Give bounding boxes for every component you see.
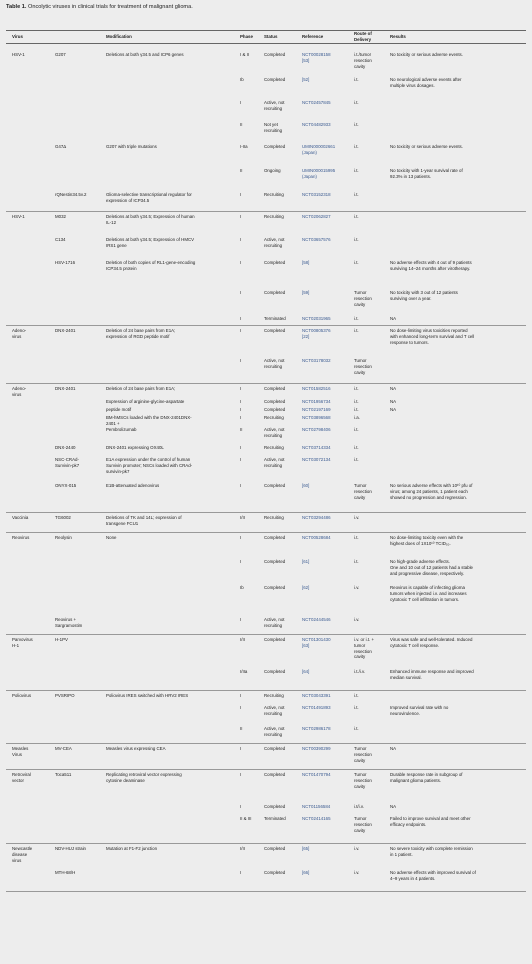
- cell-route: i.t.: [354, 328, 359, 333]
- cell-results: No toxicity or serious adverse events.: [390, 144, 463, 149]
- cell-route: i.v.: [354, 617, 360, 622]
- cell-reference: UMIN000015995 (Japan): [302, 168, 336, 179]
- cell-reference: NCT01956734: [302, 399, 331, 404]
- cell-status: Completed: [264, 637, 286, 642]
- cell-status: Completed: [264, 77, 286, 82]
- cell-modification: E1A expression under the control of human Survivin promoter; NSCs loaded with CRAd- survivin-pk7: [106, 457, 193, 474]
- cell-reference: NCT03896568: [302, 415, 331, 420]
- cell-status: Completed: [264, 870, 286, 875]
- cell-variant: G207: [55, 52, 66, 57]
- cell-variant: NDV-HUJ strain: [55, 846, 86, 851]
- cell-status: Recruiting: [264, 192, 284, 197]
- cell-status: Completed: [264, 144, 286, 149]
- cell-modification: DNX-2401 expressing OX40L: [106, 445, 164, 450]
- table-row: [6, 514, 526, 533]
- table-row: [6, 456, 526, 480]
- table-row: [6, 398, 526, 406]
- table-row: [6, 704, 526, 723]
- cell-phase: I: [240, 705, 242, 710]
- cell-status: Active, not recruiting: [264, 617, 285, 628]
- cell-modification: Deletions at both γ34.5; Expression of human IL-12: [106, 214, 195, 225]
- cell-reference: NCT00390299: [302, 746, 331, 751]
- cell-phase: Ib: [240, 77, 244, 82]
- cell-phase: I: [240, 237, 242, 242]
- cell-status: Active, not recruiting: [264, 358, 285, 369]
- cell-reference: NCT01470794: [302, 772, 331, 777]
- header-status: Status: [264, 34, 278, 39]
- cell-phase: I: [240, 328, 242, 333]
- caption-text: Oncolytic viruses in clinical trials for treatment of malignant glioma.: [27, 4, 193, 10]
- cell-virus: Retroviral vector: [12, 772, 31, 783]
- table-row: [6, 869, 526, 892]
- cell-variant: PVSRIPO: [55, 693, 75, 698]
- cell-reference: NCT03178032: [302, 358, 331, 363]
- cell-virus: HSV-1: [12, 52, 25, 57]
- cell-variant: C134: [55, 237, 66, 242]
- cell-status: Active, not recruiting: [264, 237, 285, 248]
- header-reference: Reference: [302, 34, 324, 39]
- cell-phase: I: [240, 316, 242, 321]
- cell-phase: I: [240, 407, 242, 412]
- cell-modification: BM-hMSCs loaded with the DNX-2401DNX- 2401 +: [106, 415, 192, 426]
- table-row: [6, 236, 526, 256]
- cell-virus: Adeno- virus: [12, 386, 27, 397]
- table-row: [6, 414, 526, 425]
- cell-virus: Newcastle disease virus: [12, 846, 33, 863]
- cell-results: Enhanced immune response and improved median survival.: [390, 669, 474, 680]
- cell-reference: NCT01582516: [302, 386, 331, 391]
- cell-phase: II: [240, 427, 243, 432]
- cell-status: Completed: [264, 804, 286, 809]
- cell-phase: I/IIa: [240, 669, 248, 674]
- cell-status: Recruiting: [264, 214, 284, 219]
- cell-route: i.t.: [354, 726, 359, 731]
- cell-modification: peptide motif: [106, 407, 132, 412]
- cell-phase: I: [240, 535, 242, 540]
- cell-status: Terminated: [264, 816, 286, 821]
- cell-modification: Deletions of TK and 14L; expression of transgene FCU1: [106, 515, 182, 526]
- cell-results: No adverse effects with improved survival of 4–9 years in 4 patients.: [390, 870, 476, 881]
- table-row: [6, 357, 526, 384]
- table-row: [6, 803, 526, 813]
- cell-status: Completed: [264, 399, 286, 404]
- caption-label: Table 1.: [6, 4, 27, 10]
- cell-results: No toxicity or serious adverse events.: [390, 52, 463, 57]
- cell-status: Recruiting: [264, 515, 284, 520]
- cell-modification: Deletion of 24 base pairs from E1A;: [106, 386, 176, 391]
- header-virus: Virus: [12, 34, 23, 39]
- table-row: [6, 315, 526, 326]
- cell-phase: I: [240, 693, 242, 698]
- header-route: Route of Delivery: [354, 31, 372, 42]
- cell-phase: II & III: [240, 816, 252, 821]
- cell-phase: I & II: [240, 52, 250, 57]
- cell-route: i.t.: [354, 214, 359, 219]
- cell-results: NA: [390, 804, 397, 809]
- cell-results: NA: [390, 407, 397, 412]
- cell-phase: I: [240, 260, 242, 265]
- cell-modification: None: [106, 535, 117, 540]
- cell-phase: I: [240, 804, 242, 809]
- cell-status: Active, not recruiting: [264, 427, 285, 438]
- cell-results: No adverse effects with 4 out of 9 patients surviving 14–24 months after virotherapy.: [390, 260, 472, 271]
- cell-reference: NCT03714334: [302, 445, 331, 450]
- table-row: [6, 385, 526, 396]
- cell-variant: H-1PV: [55, 637, 68, 642]
- table-row: [6, 426, 526, 442]
- table-row: [6, 167, 526, 189]
- cell-status: Active, not recruiting: [264, 100, 285, 111]
- cell-route: Tumor resection cavity: [354, 772, 372, 789]
- cell-results: Durable response rate in subgroup of malignant glioma patients.: [390, 772, 463, 783]
- table-row: [6, 406, 526, 414]
- cell-variant: MTH-68/H: [55, 870, 76, 875]
- cell-reference: NCT02986178: [302, 726, 331, 731]
- cell-variant: Reovirus + Sargramostim: [55, 617, 83, 628]
- cell-reference: [60]: [302, 483, 310, 488]
- cell-status: Ongoing: [264, 168, 281, 173]
- cell-results: No dose-limiting virus toxicities reported with enhanced long-term survival and T cell response to tumors.: [390, 328, 475, 345]
- cell-status: Completed: [264, 386, 286, 391]
- cell-variant: HSV-1716: [55, 260, 76, 265]
- cell-status: Not yet recruiting: [264, 122, 283, 133]
- cell-reference: NCT03043391: [302, 693, 331, 698]
- cell-status: Recruiting: [264, 693, 284, 698]
- cell-reference: NCT00028158 [53]: [302, 52, 331, 63]
- cell-phase: I: [240, 192, 242, 197]
- table-header: [6, 30, 526, 44]
- cell-reference: UMIN000002661 (Japan): [302, 144, 336, 155]
- cell-phase: II: [240, 168, 243, 173]
- cell-modification: Glioma-selective transcriptional regulator for expression of ICP34.5: [106, 192, 192, 203]
- cell-phase: Ib: [240, 585, 244, 590]
- table-row: [6, 444, 526, 454]
- cell-virus: Parvovirus H-1: [12, 637, 33, 648]
- cell-route: i.t.: [354, 693, 359, 698]
- cell-status: Completed: [264, 328, 286, 333]
- table-row: [6, 584, 526, 614]
- table-row: [6, 327, 526, 355]
- cell-route: i.t.: [354, 427, 359, 432]
- cell-reference: NCT03294486: [302, 515, 331, 520]
- cell-status: Completed: [264, 407, 286, 412]
- cell-status: Completed: [264, 772, 286, 777]
- table-row: [6, 636, 526, 666]
- cell-route: i.t.: [354, 705, 359, 710]
- trials-table: [6, 30, 526, 960]
- cell-results: No dose-limiting toxicity even with the highest does of 1X10¹⁰ TCID₅₀.: [390, 535, 464, 546]
- cell-route: i.t.: [354, 122, 359, 127]
- cell-results: No severe toxicity with complete remission in 1 patient.: [390, 846, 473, 857]
- cell-route: i.t.: [354, 559, 359, 564]
- cell-reference: NCT01491893: [302, 705, 331, 710]
- cell-virus: Poliovirus: [12, 693, 32, 698]
- cell-reference: NCT02197169: [302, 407, 331, 412]
- cell-results: No toxicity with 1-year survival rate of 92.3% in 13 patients.: [390, 168, 463, 179]
- table-row: [6, 616, 526, 635]
- cell-virus: Measles Virus: [12, 746, 29, 757]
- cell-status: Completed: [264, 585, 286, 590]
- cell-phase: I: [240, 772, 242, 777]
- cell-reference: NCT03657576: [302, 237, 331, 242]
- table-row: [6, 259, 526, 287]
- cell-reference: NCT04482933: [302, 122, 331, 127]
- cell-reference: [65]: [302, 846, 310, 851]
- header-modification: Modification: [106, 34, 132, 39]
- cell-reference: [61]: [302, 559, 310, 564]
- cell-route: i.t.: [354, 407, 359, 412]
- cell-modification: Replicating retroviral vector expressing cytosine deaminase: [106, 772, 182, 783]
- cell-reference: NCT00528684: [302, 535, 331, 540]
- cell-route: i.t.: [354, 457, 359, 462]
- cell-route: i.v. or i.t. + tumor resection cavity: [354, 637, 375, 660]
- cell-phase: I: [240, 214, 242, 219]
- cell-route: i.t.: [354, 77, 359, 82]
- cell-variant: DNX-2440: [55, 445, 76, 450]
- cell-results: No toxicity with 3 out of 12 patients surviving over a year.: [390, 290, 458, 301]
- cell-results: NA: [390, 399, 397, 404]
- table-row: [6, 99, 526, 118]
- cell-virus: Vaccinia: [12, 515, 29, 520]
- cell-route: i.t.: [354, 100, 359, 105]
- cell-modification: Measles virus expressing CEA: [106, 746, 166, 751]
- cell-route: i.t.: [354, 386, 359, 391]
- cell-virus: HSV-1: [12, 214, 25, 219]
- cell-phase: I: [240, 746, 242, 751]
- cell-modification: Pembrolizumab: [106, 427, 137, 432]
- cell-variant: DNX-2401: [55, 386, 76, 391]
- cell-variant: Toca511: [55, 772, 72, 777]
- cell-status: Completed: [264, 669, 286, 674]
- cell-route: i.t.: [354, 237, 359, 242]
- cell-results: Reovirus is capable of infecting glioma tumors when injected i.v. and increases cytotoxic T cell infiltration in tumors.: [390, 585, 467, 602]
- cell-status: Completed: [264, 535, 286, 540]
- table-row: [6, 815, 526, 844]
- cell-reference: NCT02062827: [302, 214, 331, 219]
- cell-phase: I: [240, 386, 242, 391]
- table-caption: [6, 4, 193, 10]
- cell-status: Recruiting: [264, 445, 284, 450]
- cell-reference: NCT01301430 [63]: [302, 637, 331, 648]
- cell-status: Terminated: [264, 316, 286, 321]
- cell-route: i.t/i.v.: [354, 804, 364, 809]
- cell-route: i.t.: [354, 144, 359, 149]
- cell-route: i.a.: [354, 415, 360, 420]
- cell-reference: NCT02031965: [302, 316, 331, 321]
- cell-modification: Deletion of both copies of RL1-gene-encoding ICP34.5 protein: [106, 260, 196, 271]
- cell-phase: I/II: [240, 637, 245, 642]
- cell-phase: I: [240, 617, 242, 622]
- cell-results: NA: [390, 386, 397, 391]
- cell-results: No high-grade adverse effects. One and 10 out of 12 patients had a stable and progressive disease, respectively.: [390, 559, 473, 576]
- cell-results: No serious adverse effects with 10¹⁰ pfu of virus; among 24 patients, 1 patient each showed no progression and regression.: [390, 483, 473, 500]
- cell-reference: NCT00805376 [22]: [302, 328, 331, 339]
- cell-status: Completed: [264, 483, 286, 488]
- cell-status: Recruiting: [264, 415, 284, 420]
- cell-status: Completed: [264, 559, 286, 564]
- header-phase: Phase: [240, 34, 253, 39]
- cell-route: i.t.: [354, 316, 359, 321]
- table-row: [6, 482, 526, 513]
- cell-route: i.t.: [354, 399, 359, 404]
- cell-reference: NCT02457845: [302, 100, 331, 105]
- cell-route: Tumor resection cavity: [354, 290, 372, 307]
- table-row: [6, 534, 526, 556]
- cell-status: Completed: [264, 260, 286, 265]
- cell-route: i.t.: [354, 535, 359, 540]
- cell-route: i.v.: [354, 870, 360, 875]
- cell-route: i.t.: [354, 168, 359, 173]
- cell-route: i.v.: [354, 846, 360, 851]
- cell-phase: I: [240, 457, 242, 462]
- cell-phase: I: [240, 399, 242, 404]
- cell-reference: [52]: [302, 77, 310, 82]
- cell-status: Completed: [264, 846, 286, 851]
- cell-variant: DNX-2401: [55, 328, 76, 333]
- cell-phase: II: [240, 122, 243, 127]
- cell-reference: [64]: [302, 669, 310, 674]
- cell-variant: rQNestin34.5v.2: [55, 192, 87, 197]
- header-results: Results: [390, 34, 406, 39]
- cell-phase: I: [240, 290, 242, 295]
- cell-reference: NCT03072134: [302, 457, 331, 462]
- cell-status: Completed: [264, 746, 286, 751]
- cell-phase: I: [240, 100, 242, 105]
- cell-status: Completed: [264, 52, 286, 57]
- cell-reference: NCT02444546: [302, 617, 331, 622]
- cell-variant: TG6002: [55, 515, 71, 520]
- cell-variant: ONYX-015: [55, 483, 77, 488]
- cell-modification: Mutation at F1-F2 junction: [106, 846, 158, 851]
- table-row: [6, 771, 526, 801]
- table-row: [6, 745, 526, 770]
- cell-phase: I/II: [240, 846, 245, 851]
- cell-phase: I: [240, 483, 242, 488]
- cell-phase: I: [240, 358, 242, 363]
- cell-status: Active, not recruiting: [264, 705, 285, 716]
- cell-modification: Expression of arginine-glycine-aspartate: [106, 399, 185, 404]
- cell-results: NA: [390, 316, 397, 321]
- table-row: [6, 289, 526, 313]
- cell-modification: Deletions at both γ34.5; Expression of HMCV IRS1 gene: [106, 237, 195, 248]
- cell-route: i.t./tumor resection cavity: [354, 52, 372, 69]
- cell-route: i.t.: [354, 192, 359, 197]
- cell-reference: [58]: [302, 260, 310, 265]
- cell-modification: Deletion of 24 base pairs from E1A; expression of RGD peptide motif: [106, 328, 176, 339]
- cell-route: i.v.: [354, 585, 360, 590]
- cell-phase: I/II: [240, 515, 245, 520]
- table-row: [6, 121, 526, 140]
- cell-virus: Adeno- virus: [12, 328, 27, 339]
- cell-results: No neurological adverse events after multiple virus dosages.: [390, 77, 462, 88]
- cell-modification: G207 with triple mutations: [106, 144, 157, 149]
- cell-variant: Reolysin: [55, 535, 72, 540]
- table-row: [6, 845, 526, 867]
- cell-route: Tumor resection cavity: [354, 358, 372, 375]
- cell-route: i.t.: [354, 260, 359, 265]
- cell-reference: [66]: [302, 870, 310, 875]
- cell-route: Tumor resection cavity: [354, 816, 372, 833]
- table-row: [6, 213, 526, 233]
- cell-phase: I: [240, 445, 242, 450]
- cell-phase: II: [240, 726, 243, 731]
- cell-status: Active, not recruiting: [264, 726, 285, 737]
- cell-modification: E1B-attenuated adenovirus: [106, 483, 160, 488]
- table-row: [6, 668, 526, 691]
- cell-status: Completed: [264, 290, 286, 295]
- cell-results: NA: [390, 746, 397, 751]
- cell-route: i.t.: [354, 445, 359, 450]
- cell-reference: NCT01156584: [302, 804, 331, 809]
- cell-reference: NCT02798406: [302, 427, 331, 432]
- cell-phase: I: [240, 870, 242, 875]
- cell-phase: I: [240, 415, 242, 420]
- cell-route: Tumor resection cavity: [354, 746, 372, 763]
- cell-route: i.t./i.v.: [354, 669, 366, 674]
- table-row: [6, 692, 526, 702]
- cell-status: Active, not recruiting: [264, 457, 285, 468]
- cell-variant: M032: [55, 214, 66, 219]
- table-row: [6, 143, 526, 165]
- cell-phase: I-IIa: [240, 144, 248, 149]
- table-row: [6, 51, 526, 75]
- cell-reference: NCT03152318: [302, 192, 331, 197]
- cell-reference: NCT02414165: [302, 816, 331, 821]
- cell-phase: I: [240, 559, 242, 564]
- cell-virus: Reovirus: [12, 535, 30, 540]
- cell-route: i.v.: [354, 515, 360, 520]
- table-row: [6, 76, 526, 96]
- cell-modification: Poliovirus IRES switched with HRV2 IRES: [106, 693, 189, 698]
- table-row: [6, 191, 526, 212]
- cell-variant: G47Δ: [55, 144, 67, 149]
- cell-results: Virus was safe and well-tolerated. Induced cytotoxic T cell response.: [390, 637, 473, 648]
- cell-variant: MV-CEA: [55, 746, 72, 751]
- cell-results: Failed to improve survival and meet other efficacy endpoints.: [390, 816, 471, 827]
- table-row: [6, 558, 526, 582]
- cell-results: Improved survival rate with no neurovirulence.: [390, 705, 449, 716]
- cell-reference: [59]: [302, 290, 310, 295]
- table-row: [6, 725, 526, 744]
- cell-variant: NSC-CRAd- Survivin-pk7: [55, 457, 80, 468]
- cell-route: Tumor resection cavity: [354, 483, 372, 500]
- cell-reference: [62]: [302, 585, 310, 590]
- cell-modification: Deletions at both γ34.5 and ICP6 genes: [106, 52, 184, 57]
